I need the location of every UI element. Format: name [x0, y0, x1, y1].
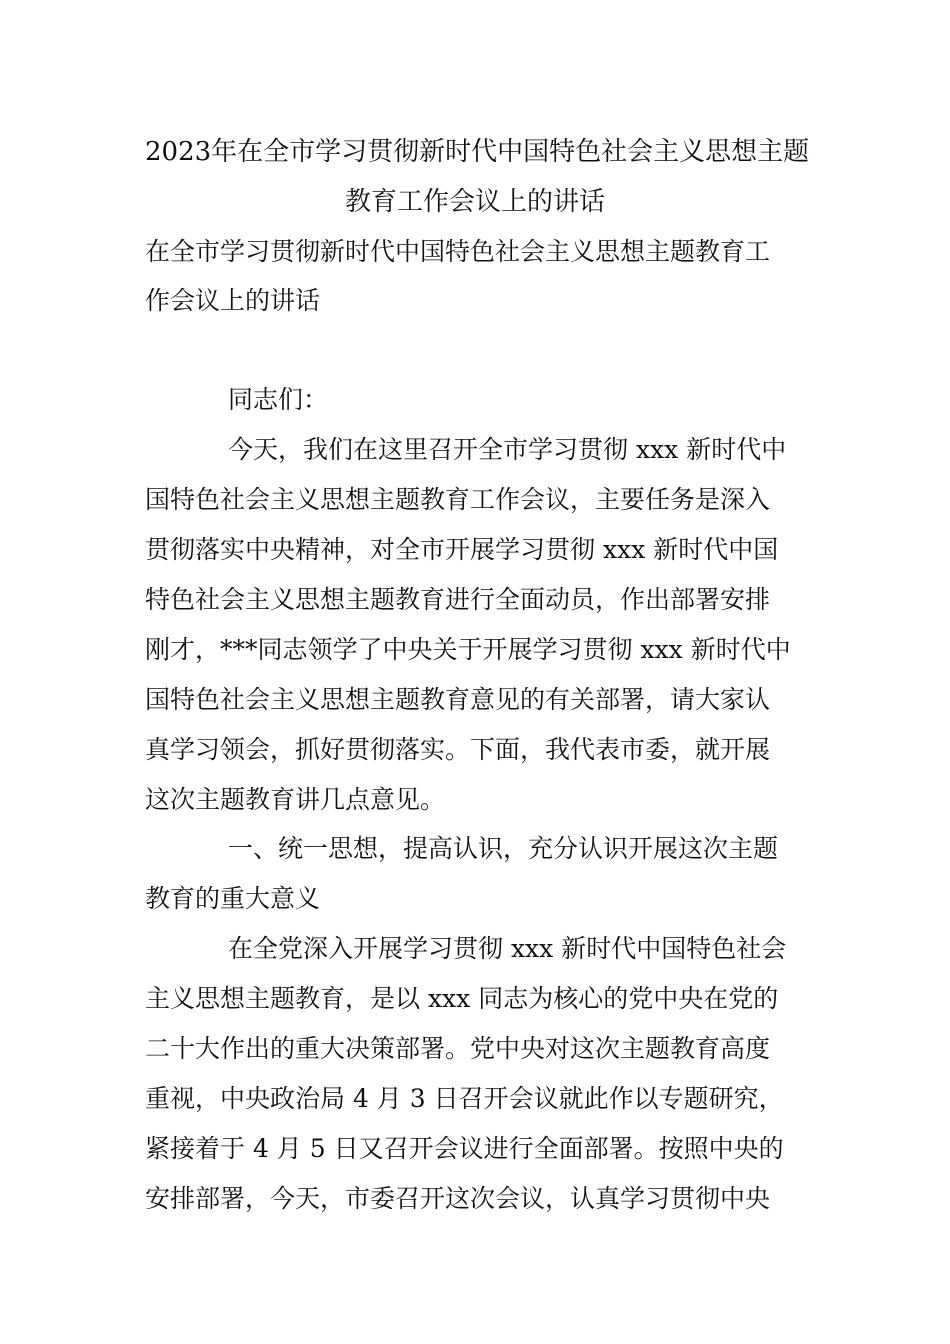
paragraph-line: 国特色社会主义思想主题教育工作会议，主要任务是深入: [145, 485, 771, 514]
paragraph-line: 特色社会主义思想主题教育进行全面动员，作出部署安排: [145, 585, 771, 614]
paragraph-line: 重视，中央政治局 4 月 3 日召开会议就此作以专题研究，: [145, 1084, 784, 1113]
document-title-line-1: 2023年在全市学习贯彻新时代中国特色社会主义思想主题: [145, 137, 810, 167]
section-heading-line: 教育的重大意义: [145, 884, 321, 913]
paragraph-line: 真学习领会，抓好贯彻落实。下面，我代表市委，就开展: [145, 735, 771, 764]
document-title-line-2: 教育工作会议上的讲话: [344, 187, 605, 217]
paragraph-line: 国特色社会主义思想主题教育意见的有关部署，请大家认: [145, 685, 771, 714]
paragraph-line: 紧接着于 4 月 5 日又召开会议进行全面部署。按照中央的: [145, 1134, 784, 1163]
paragraph-line: 贯彻落实中央精神，对全市开展学习贯彻 xxx 新时代中国: [145, 535, 779, 564]
paragraph-line: 今天，我们在这里召开全市学习贯彻 xxx 新时代中: [228, 435, 787, 464]
paragraph-line: 这次主题教育讲几点意见。: [145, 785, 446, 814]
paragraph-line: 安排部署，今天，市委召开这次会议，认真学习贯彻中央: [145, 1184, 771, 1213]
paragraph-line: 刚才，***同志领学了中央关于开展学习贯彻 xxx 新时代中: [145, 635, 791, 664]
section-heading-line: 一、统一思想，提高认识，充分认识开展这次主题: [228, 834, 779, 863]
subtitle-line-2: 作会议上的讲话: [145, 286, 321, 315]
paragraph-line: 主义思想主题教育，是以 xxx 同志为核心的党中央在党的: [145, 984, 779, 1013]
paragraph-line: 在全党深入开展学习贯彻 xxx 新时代中国特色社会: [228, 934, 787, 963]
paragraph-line: 二十大作出的重大决策部署。党中央对这次主题教育高度: [145, 1034, 771, 1063]
greeting: 同志们：: [228, 385, 329, 414]
subtitle-line-1: 在全市学习贯彻新时代中国特色社会主义思想主题教育工: [145, 237, 771, 266]
